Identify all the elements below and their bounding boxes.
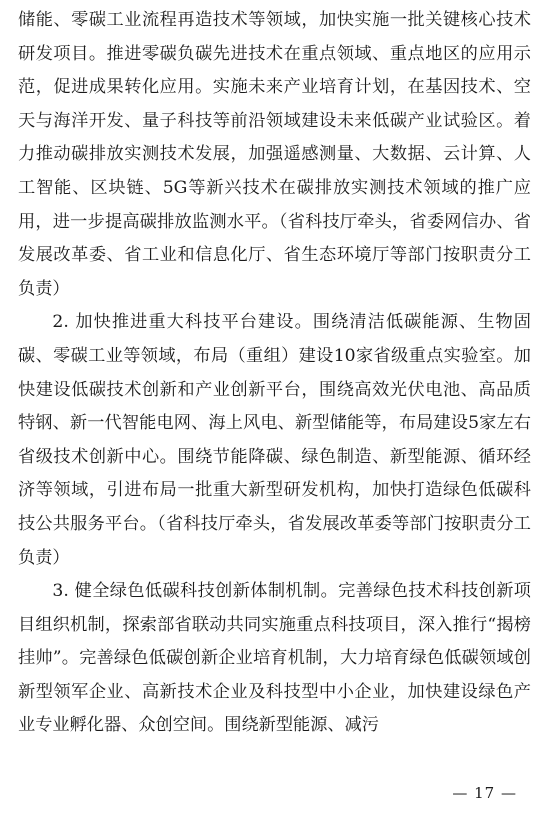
paragraph-item-3: 3. 健全绿色低碳科技创新体制机制。完善绿色技术科技创新项目组织机制，探索部省联动共同实施重点科技项目，深入推行“揭榜挂帅”。完善绿色低碳创新企业培育机制，大力培育绿色低碳领域创新型领军企业、高新技术企业及科技型中小企业，加快建设绿色产业专业孵化器、众创空间。围绕新型能源、减污 — [18, 581, 531, 736]
document-body — [18, 4, 531, 743]
page-number: — 17 — — [452, 784, 517, 802]
paragraph-item-2: 2. 加快推进重大科技平台建设。围绕清洁低碳能源、生物固碳、零碳工业等领域，布局（重组）建设10家省级重点实验室。加快建设低碳技术创新和产业创新平台，围绕高效光伏电池、高品质特钢、新一代智能电网、海上风电、新型储能等，布局建设5家左右省级技术创新中心。围绕节能降碳、绿色制造、新型能源、循环经济等领域，引进布局一批重大新型研发机构，加快打造绿色低碳科技公共服务平台。（省科技厅牵头，省发展改革委等部门按职责分工负责） — [18, 312, 531, 568]
paragraph-continuation: 储能、零碳工业流程再造技术等领域，加快实施一批关键核心技术研发项目。推进零碳负碳先进技术在重点领域、重点地区的应用示范，促进成果转化应用。实施未来产业培育计划，在基因技术、空天与海洋开发、量子科技等前沿领域建设未来低碳产业试验区。着力推动碳排放实测技术发展，加强遥感测量、大数据、云计算、人工智能、区块链、5G等新兴技术在碳排放实测技术领域的推广应用，进一步提高碳排放监测水平。（省科技厅牵头，省委网信办、省发展改革委、省工业和信息化厅、省生态环境厅等部门按职责分工负责） — [18, 10, 531, 299]
